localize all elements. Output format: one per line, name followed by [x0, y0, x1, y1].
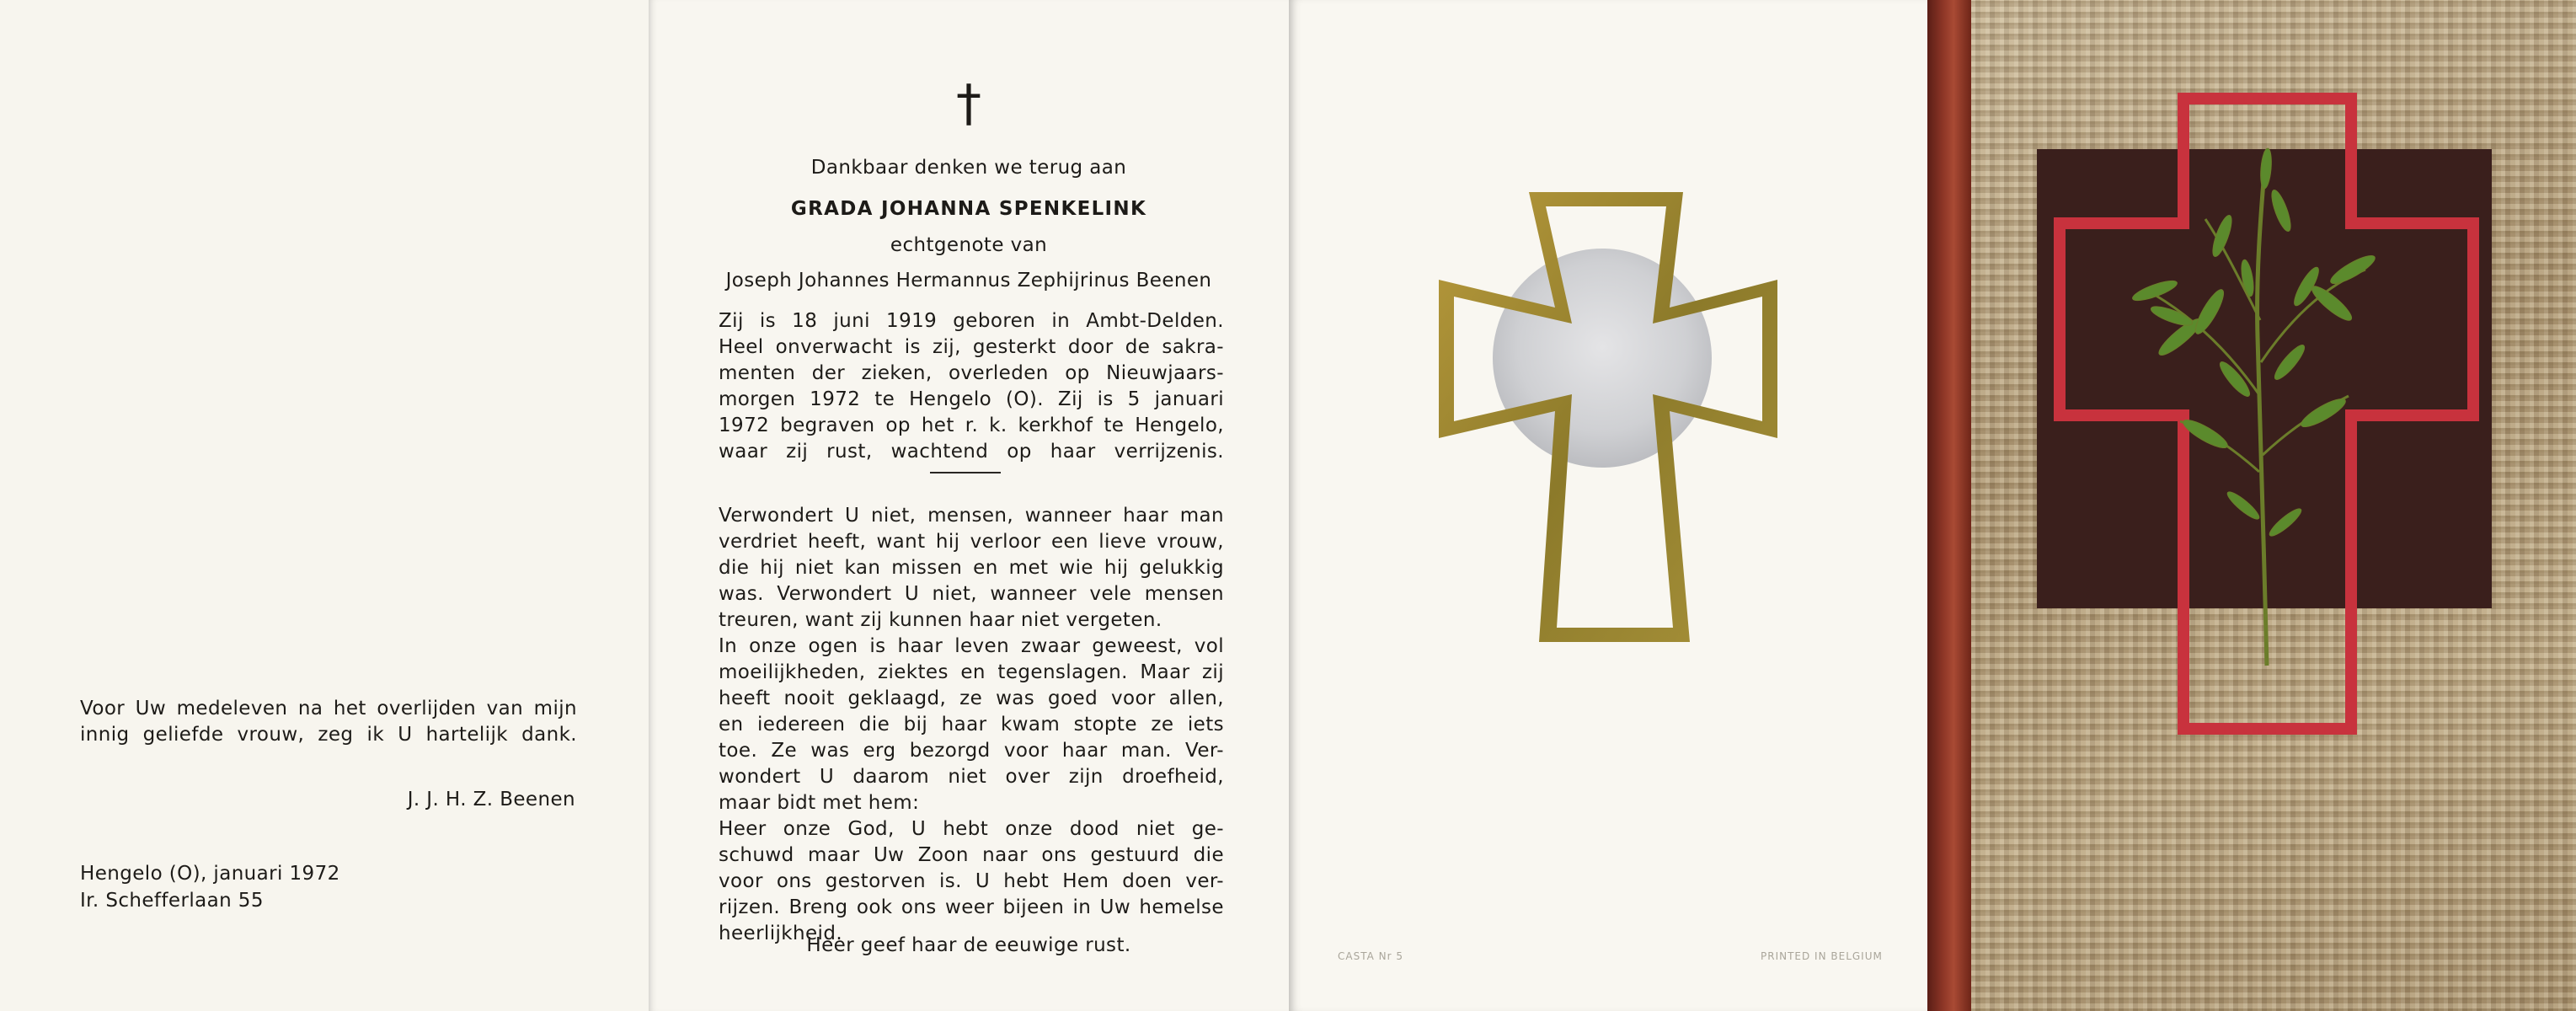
poem-line: die hij niet kan missen en met wie hij gelukkig	[719, 557, 1224, 579]
poem-line: en iedereen die bij haar kwam stopte ze iets	[719, 714, 1224, 736]
poem-line: Heer onze God, U hebt onze dood niet ge-	[719, 818, 1224, 840]
biography-line: Heel onverwacht is zij, gesterkt door de sakra-	[719, 336, 1224, 358]
biography-line: waar zij rust, wachtend op haar verrijzenis.	[719, 441, 1224, 463]
place-date: Hengelo (O), januari 1972	[80, 863, 340, 885]
closing-prayer: Heer geef haar de eeuwige rust.	[806, 934, 1131, 956]
front-cover-panel	[1927, 0, 2576, 1011]
memorial-intro: Dankbaar denken we terug aan	[810, 157, 1127, 179]
thank-you-message	[80, 696, 577, 748]
thank-you-line: innig geliefde vrouw, zeg ik U hartelijk dank.	[80, 724, 577, 746]
poem-line: verdriet heeft, want hij verloor een lieve vrouw,	[719, 531, 1224, 553]
section-divider	[930, 472, 1001, 473]
deceased-name: GRADA JOHANNA SPENKELINK	[790, 198, 1147, 220]
cross-symbol: †	[956, 74, 981, 133]
biography-line: menten der zieken, overleden op Nieuwjaars-	[719, 362, 1224, 384]
thank-you-panel	[0, 0, 649, 1011]
poem-line: voor ons gestorven is. U hebt Hem doen ver-	[719, 870, 1224, 892]
spouse-of-label: echtgenote van	[890, 234, 1048, 256]
silver-disc	[1493, 249, 1712, 468]
spouse-name: Joseph Johannes Hermannus Zephijrinus Beenen	[725, 270, 1212, 292]
poem-line: Verwondert U niet, mensen, wanneer haar man	[719, 505, 1224, 527]
poem-line: heerlijkheid.	[719, 923, 843, 944]
biography-line: 1972 begraven op het r. k. kerkhof te Hengelo,	[719, 415, 1224, 436]
poem-line: maar bidt met hem:	[719, 792, 920, 814]
poem-line: rijzen. Breng ook ons weer bijeen in Uw hemelse	[719, 896, 1224, 918]
biography-line: Zij is 18 juni 1919 geboren in Ambt-Delden.	[719, 310, 1224, 332]
poem-line: toe. Ze was erg bezorgd voor haar man. Ver-	[719, 740, 1224, 762]
gold-cross-illustration	[1289, 0, 1927, 1011]
poem	[719, 503, 1224, 947]
poem-line: schuwd maar Uw Zoon naar ons gestuurd die	[719, 844, 1224, 866]
back-panel	[1289, 0, 1927, 1011]
biography	[719, 308, 1224, 465]
biography-line: morgen 1972 te Hengelo (O). Zij is 5 januari	[719, 388, 1224, 410]
poem-line: treuren, want zij kunnen haar niet vergeten.	[719, 609, 1162, 631]
printer-mark: PRINTED IN BELGIUM	[1761, 950, 1883, 962]
thank-you-line: Voor Uw medeleven na het overlijden van mijn	[80, 698, 577, 719]
poem-line: moeilijkheden, ziektes en tegenslagen. Maar zij	[719, 661, 1224, 683]
poem-line: was. Verwondert U niet, wanneer vele mensen	[719, 583, 1224, 605]
poem-line: heeft nooit geklaagd, ze was goed voor allen,	[719, 687, 1224, 709]
poem-line: wondert U daarom niet over zijn droefheid,	[719, 766, 1224, 788]
signature: J. J. H. Z. Beenen	[407, 789, 575, 810]
memorial-panel	[649, 0, 1289, 1011]
cover-cross-illustration	[1927, 0, 2576, 1011]
poem-line: In onze ogen is haar leven zwaar geweest, vol	[719, 635, 1224, 657]
series-mark: CASTA Nr 5	[1338, 950, 1403, 962]
address: Ir. Schefferlaan 55	[80, 890, 264, 912]
